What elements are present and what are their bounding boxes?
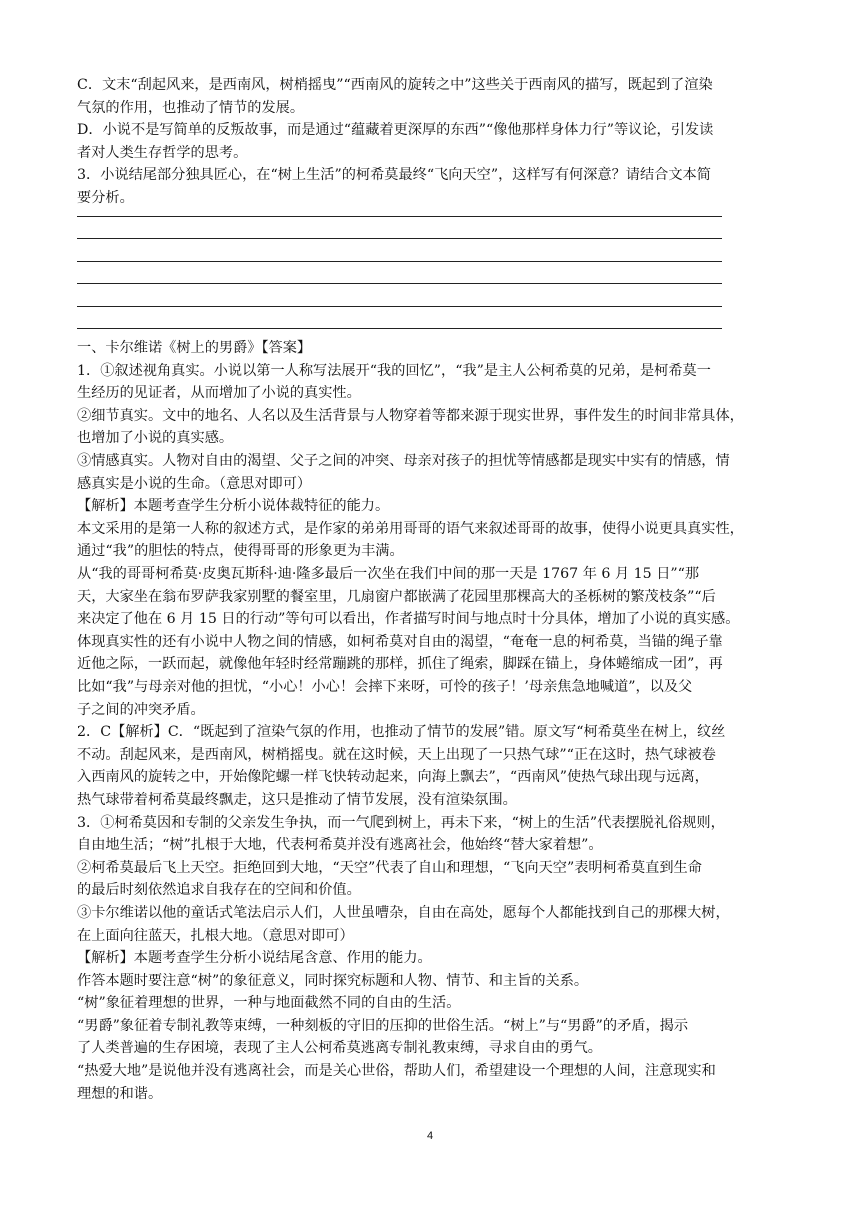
answer-line <box>77 306 722 307</box>
answer-3-line: 的最后时刻依然追求自我存在的空间和价值。 <box>77 882 361 899</box>
option-c-line: 气氛的作用，也推动了情节的发展。 <box>77 99 305 116</box>
analysis-text-line: 来决定了他在 6 月 15 日的行动”等句可以看出，作者描写时间与地点时十分具体，增加了小说的真实感。 <box>77 611 740 628</box>
answer-text-line: ②细节真实。文中的地名、人名以及生活背景与人物穿着等都来源于现实世界，事件发生的时间非常具体， <box>77 407 744 424</box>
analysis-text-line: 子之间的冲突矛盾。 <box>77 701 205 718</box>
page-number: 4 <box>426 1130 434 1142</box>
analysis-text-line: 通过“我”的胆怯的特点，使得哥哥的形象更为丰满。 <box>77 543 404 560</box>
answer-2-line: 入西南风的旋转之中，开始像陀螺一样飞快转动起来，向海上飘去”，“西南风”使热气球出现与远离， <box>77 769 709 786</box>
analysis-text-line: 了人类普遍的生存困境，表现了主人公柯希莫逃离专制礼教束缚，寻求自由的勇气。 <box>77 1040 602 1057</box>
analysis-text-line: 作答本题时要注意“树”的象征意义，同时探究标题和人物、情节、和主旨的关系。 <box>77 972 589 989</box>
answer-line <box>77 216 722 217</box>
analysis-text-line: 从“我的哥哥柯希莫·皮奥瓦斯科·迪·隆多最后一次坐在我们中间的那一天是 1767 年 6 月 15 日”“那 <box>77 566 700 582</box>
answer-3-line: ②柯希莫最后飞上天空。拒绝回到大地，“天空”代表了自山和理想，“飞向天空”表明柯希莫直到生命 <box>77 859 702 876</box>
answer-line <box>77 328 722 329</box>
analysis-text-line: 近他之际，一跃而起，就像他年轻时经常蹦跳的那样，抓住了绳索，脚踩在锚上，身体蜷缩成一团”，再 <box>77 656 723 673</box>
document-page <box>77 74 785 1105</box>
answer-3-line: 3．①柯希莫因和专制的父亲发生争执，而一气爬到树上，再未下来，“树上的生活”代表摆脱礼俗规则， <box>77 814 725 831</box>
option-d-line: D．小说不是写简单的反叛故事，而是通过“蕴藏着更深厚的东西”“像他那样身体力行”等议论，引发读 <box>77 122 714 139</box>
question-3-line: 要分析。 <box>77 189 134 206</box>
analysis-text-line: 比如“我”与母亲对他的担忧，“小心！小心！会摔下来呀，可怜的孩子！’母亲焦急地喊道”，以及父 <box>77 678 693 695</box>
answer-line <box>77 238 722 239</box>
analysis-heading: 【解析】本题考查学生分析小说结尾含意、作用的能力。 <box>77 950 432 967</box>
option-d-line: 者对人类生存哲学的思考。 <box>77 144 248 161</box>
answer-line <box>77 283 722 284</box>
question-3-line: 3．小说结尾部分独具匠心，在“树上生活”的柯希莫最终“飞向天空”，这样写有何深意？请结合文本简 <box>77 167 711 184</box>
answer-text-line: 感真实是小说的生命。（意思对即可） <box>77 475 312 492</box>
question-block <box>77 74 785 210</box>
answer-2-line: 热气球带着柯希莫最终飘走，这只是推动了情节发展，没有渲染氛围。 <box>77 791 517 808</box>
answer-text-line: ③情感真实。人物对自由的渴望、父子之间的冲突、母亲对孩子的担忧等情感都是现实中实有的情感，情 <box>77 453 730 470</box>
analysis-text-line: “男爵”象征着专制礼教等束缚，一种刻板的守旧的压抑的世俗生活。“树上”与“男爵”的矛盾，揭示 <box>77 1017 689 1034</box>
analysis-text-line: 天，大家坐在翁布罗萨我家别墅的餐室里，几扇窗户都嵌满了花园里那棵高大的圣栎树的繁茂枝条”“后 <box>77 588 716 605</box>
answer-section <box>77 337 785 1105</box>
answer-2-line: 不动。刮起风来，是西南风，树梢摇曳。就在这时候，天上出现了一只热气球”“正在这时，热气球被卷 <box>77 746 716 763</box>
answer-heading: 一、卡尔维诺《树上的男爵》【答案】 <box>77 340 312 357</box>
answer-2-line: 2．C【解析】C．“既起到了渲染气氛的作用，也推动了情节的发展”错。原文写“柯希莫坐在树上，纹丝 <box>77 724 726 741</box>
answer-text-line: 也增加了小说的真实感。 <box>77 430 234 447</box>
analysis-text-line: “树”象征着理想的世界，一种与地面截然不同的自由的生活。 <box>77 995 461 1012</box>
answer-3-line: 自由地生活；“树”扎根于大地，代表柯希莫并没有逃离社会，他始终“替大家着想”。 <box>77 837 603 854</box>
analysis-heading: 【解析】本题考查学生分析小说体裁特征的能力。 <box>77 498 390 515</box>
answer-text-line: 1．①叙述视角真实。小说以第一人称写法展开“我的回忆”，“我”是主人公柯希莫的兄弟，是柯希莫一 <box>77 362 711 379</box>
answer-writing-lines <box>77 216 785 330</box>
answer-line <box>77 261 722 262</box>
analysis-text-line: 本文采用的是第一人称的叙述方式，是作家的弟弟用哥哥的语气来叙述哥哥的故事，使得小说更具真实性， <box>77 520 744 537</box>
analysis-text-line: 理想的和谐。 <box>77 1085 163 1102</box>
answer-3-line: ③卡尔维诺以他的童话式笔法启示人们，人世虽嘈杂，自由在高处，愿每个人都能找到自己的那棵大树， <box>77 904 730 921</box>
answer-3-line: 在上面向往蓝天，扎根大地。（意思对即可） <box>77 927 354 944</box>
analysis-text-line: 体现真实性的还有小说中人物之间的情感，如柯希莫对自由的渴望，“奄奄一息的柯希莫，当锚的绳子靠 <box>77 633 723 650</box>
analysis-text-line: “热爱大地”是说他并没有逃离社会，而是关心世俗，帮助人们，希望建设一个理想的人间，注意现实和 <box>77 1063 716 1080</box>
answer-text-line: 生经历的见证者，从而增加了小说的真实性。 <box>77 385 361 402</box>
option-c-line: C．文末“刮起风来，是西南风，树梢摇曳”“西南风的旋转之中”这些关于西南风的描写，既起到了渲染 <box>77 77 713 93</box>
